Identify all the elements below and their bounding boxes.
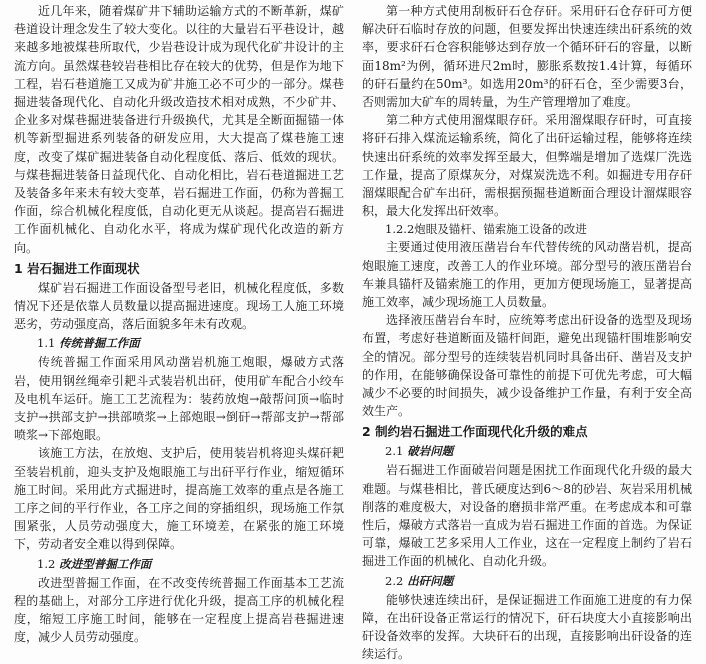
paragraph: 选择液压凿岩台车时，应统筹考虑出矸设备的选型及现场布置，考虑好巷道断面及锚杆间距，避免出现锚杆围堆影响安全的情况。部分型号的连续装岩机同时具备出矸、凿岩及支护的作用，在能够确保设备可靠性的前提下可优先考虑，可大幅减少不必要的时间损失，减少设备维护工作量，有利于安全高效生产。 xyxy=(362,313,692,419)
subsection-number: 2.1 xyxy=(385,444,404,459)
section-1-paragraph: 煤矿岩石掘进工作面设备型号老旧，机械化程度低，多数情况下还是依靠人员数量以提高掘进速度。现场工人施工环境恶劣，劳动强度高，落后面貌多年未有改观。 xyxy=(14,280,344,332)
subsection-number: 2.2 xyxy=(385,573,404,588)
subsection-1-1-heading xyxy=(14,334,344,352)
subsection-number: 1.2.2 xyxy=(385,222,415,237)
subsection-1-2-heading xyxy=(14,555,344,573)
paragraph: 改进型普掘工作面，在不改变传统普掘工作面基本工艺流程的基础上，对部分工序进行优化升级，提高工序的机械化程度，缩短工序施工时间，能够在一定程度上提高岩巷掘进速度，减少人员劳动强度。 xyxy=(14,575,344,645)
paragraph: 传统普掘工作面采用风动凿岩机施工炮眼，爆破方式落岩，使用钢丝绳牵引耙斗式装岩机出矸，使用矿车配合小绞车及电机车运矸。施工工艺流程为：装药放炮→敲帮问顶→临时支护→拱部支护→拱部喷浆→上部炮眼→倒矸→帮部支护→帮部喷浆→下部炮眼。 xyxy=(14,355,344,443)
section-1-heading xyxy=(14,259,344,278)
subsection-number: 1.1 xyxy=(37,336,56,351)
subsection-title: 炮眼及锚杆、锚索施工设备的改进 xyxy=(414,222,587,237)
paragraph: 主要通过使用液压凿岩台车代替传统的风动凿岩机，提高炮眼施工速度，改善工人的作业环境。部分型号的液压凿岩台车兼具锚杆及锚索施工的作用，更加方便现场施工，显著提高施工效率，减少现场施工人员数量。 xyxy=(362,240,692,310)
paragraph: 第一种方式使用刮板矸石仓存矸。采用矸石仓存矸可方便解决矸石临时存放的问题，但要发挥出快速连续出矸系统的效率，要求矸石仓容积能够达到存放一个循环矸石的容量，以断面18m²为例，循环进尺2m时，膨胀系数按1.4计算，每循环的矸石量约在50m³。如选用20m³的矸石仓，至少需要3台，否则需加大矿车的周转量，为生产管理增加了难度。 xyxy=(362,4,692,110)
subsection-1-2-2-heading xyxy=(362,220,692,238)
subsection-title: 破岩问题 xyxy=(407,444,454,459)
section-title: 岩石掘进工作面现状 xyxy=(27,260,140,276)
paragraph: 能够快速连续出矸，是保证掘进工作面施工进度的有力保障，在出矸设备正常运行的情况下，矸石块度大小直接影响出矸设备效率的发挥。大块矸石的出现，直接影响出矸设备的连续运行。 xyxy=(362,592,692,662)
section-2-heading xyxy=(362,422,692,441)
section-title: 制约岩石掘进工作面现代化升级的难点 xyxy=(375,424,588,440)
intro-paragraph: 近几年来，随着煤矿井下辅助运输方式的不断革新，煤矿巷道设计理念发生了较大变化。以往的大量岩石平巷设计，越来越多地被煤巷所取代，少岩巷设计成为现代化矿井设计的主流方向。虽然煤巷较岩巷相比存在较大的优势，但是作为地下工程，岩石巷道施工又成为矿井施工必不可少的一部分。煤巷掘进装备现代化、自动化升级改造技术相对成熟，不少矿井、企业多对煤巷掘进装备进行升级换代，尤其是全断面掘锚一体机等新型掘进系列装备的研发应用，大大提高了煤巷施工速度，改变了煤矿掘进装备自动化程度低、落后、低效的现状。与煤巷掘进装备日益现代化、自动化相比，岩石巷道掘进工艺及装备多年来未有较大变革，岩石掘进工作面，仍称为普掘工作面，综合机械化程度低，自动化更无从谈起。提高岩石掘进工作面机械化、自动化水平，将成为煤矿现代化改造的新方向。 xyxy=(14,4,344,255)
left-column xyxy=(14,2,344,647)
right-column xyxy=(362,2,692,664)
section-number: 2 xyxy=(362,424,371,440)
subsection-title: 改进型普掘工作面 xyxy=(59,556,152,571)
paragraph: 岩石掘进工作面破岩问题是困扰工作面现代化升级的最大难题。与煤巷相比，普氏硬度达到6～8的砂岩、灰岩采用机械削落的难度极大，对设备的磨损非常严重。在考虑成本和可靠性后，爆破方式落岩一直成为岩石掘进工作面的首选。为保证可靠，爆破工艺多采用人工作业，这在一定程度上制约了岩石掘进工作面的机械化、自动化升级。 xyxy=(362,463,692,569)
subsection-title: 出矸问题 xyxy=(407,573,454,588)
paragraph: 该施工方法，在放炮、支护后，使用装岩机将迎头煤矸耙至装岩机前，迎头支护及炮眼施工与出矸平行作业，缩短循环施工时间。采用此方式掘进时，提高施工效率的重点是各施工工序之间的平行作业，各工序之间的穿插组织，现场施工作氛围紧张，人员劳动强度大，施工环境差，在紧张的施工环境下，劳动者安全难以得到保障。 xyxy=(14,446,344,552)
subsection-2-1-heading xyxy=(362,442,692,460)
section-number: 1 xyxy=(14,260,23,276)
paragraph: 第二种方式使用溜煤眼存矸。采用溜煤眼存矸时，可直接将矸石排入煤流运输系统，简化了出矸运输过程，能够将连续快速出矸系统的效率发挥至最大，但弊端是增加了选煤厂洗选工作量，提高了原煤灰分，对煤炭洗选不利。如掘进专用存矸溜煤眼配合矿车出矸，需根据预掘巷道断面合理设计溜煤眼容积，最大化发挥出矸效率。 xyxy=(362,113,692,219)
subsection-number: 1.2 xyxy=(37,556,56,571)
subsection-title: 传统普掘工作面 xyxy=(59,336,140,351)
